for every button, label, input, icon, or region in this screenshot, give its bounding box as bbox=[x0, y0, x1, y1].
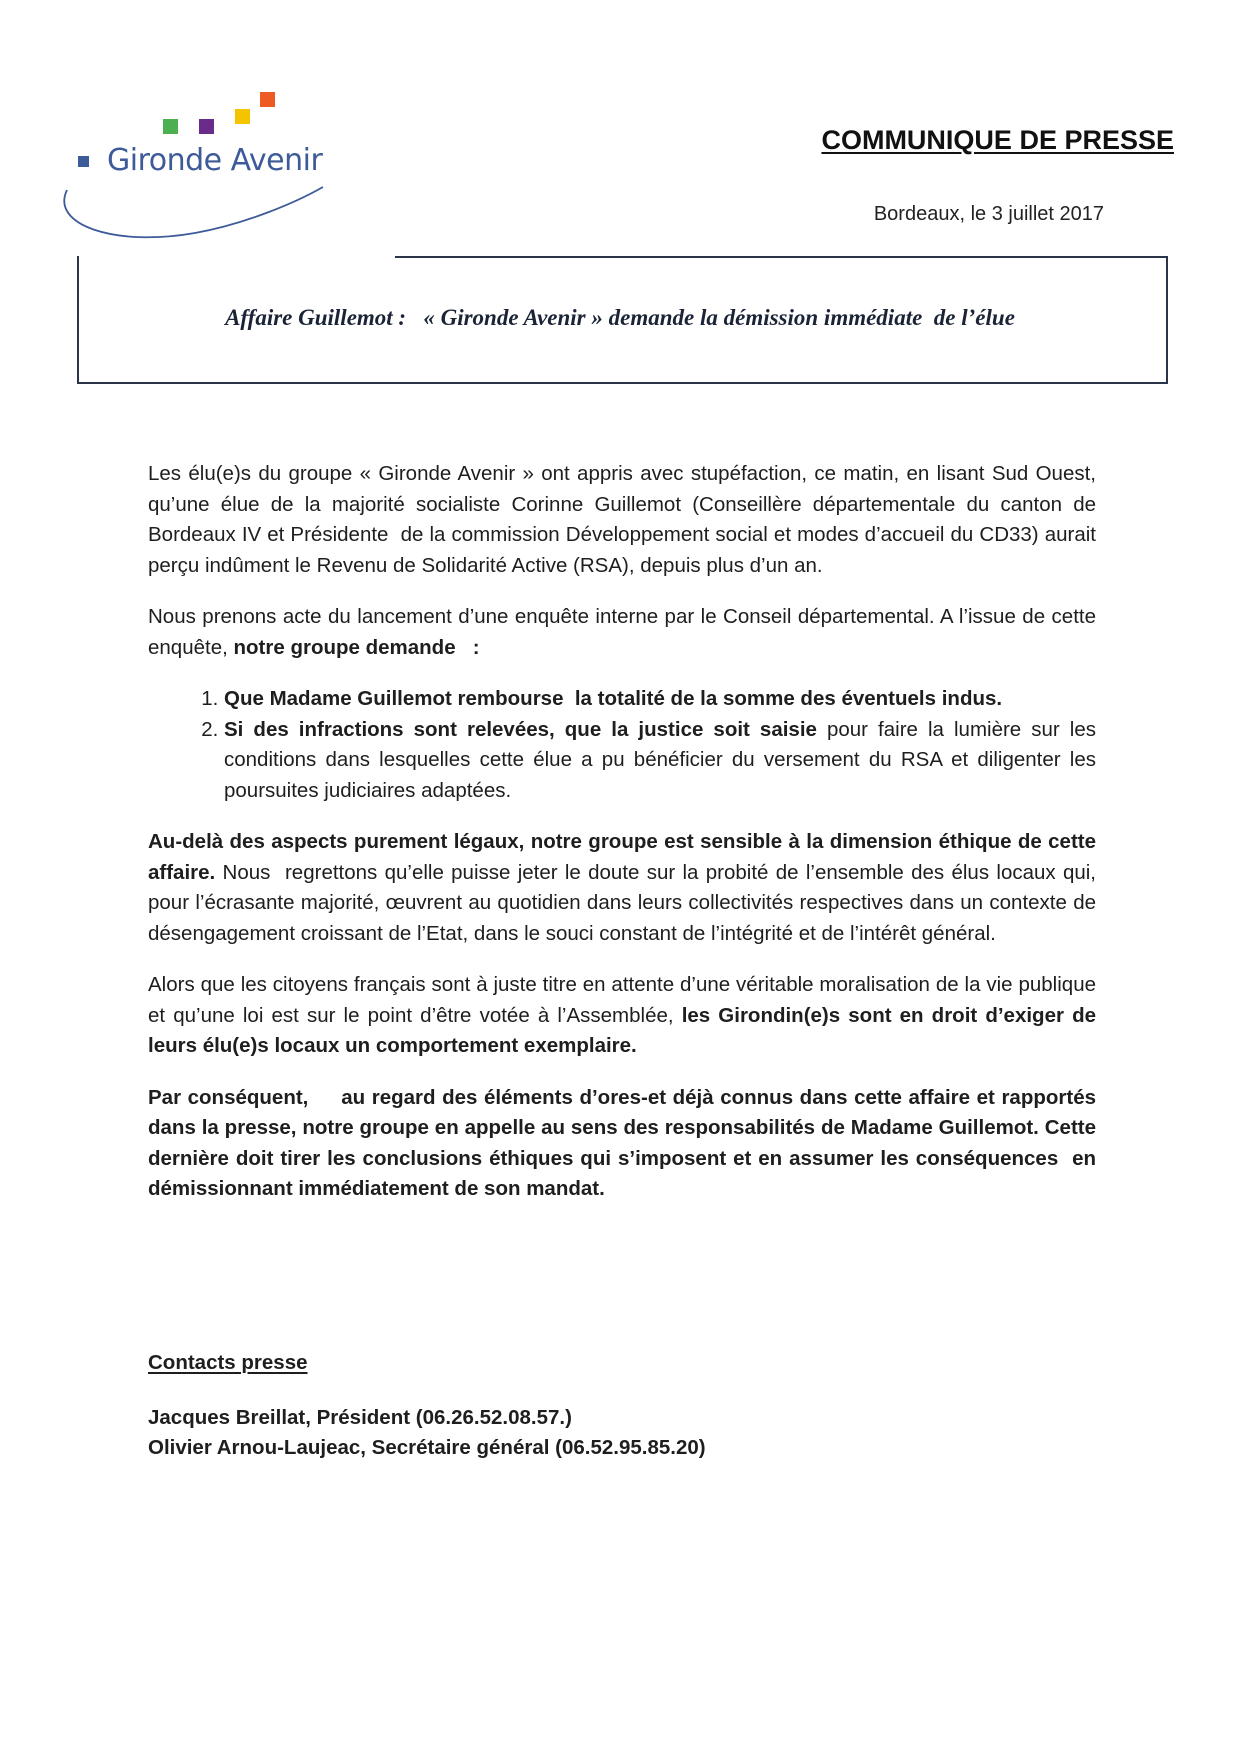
logo-square-orange bbox=[260, 92, 275, 107]
logo-square-blue bbox=[78, 156, 89, 167]
press-date: Bordeaux, le 3 juillet 2017 bbox=[873, 203, 1104, 225]
paragraph-ethique-text: Nous regrettons qu’elle puisse jeter le doute sur la probité de l’ensemble des élus locaux qui, pour l’écrasante majorité, œuvrent au quotidien dans leurs collectivités respectives dans un contexte de désengagement croissant de l’Etat, dans le souci constant de l’intégrité et de l’intérêt général. bbox=[148, 860, 1096, 945]
paragraph-conclusion: Par conséquent, au regard des éléments d’ores-et déjà connus dans cette affaire et rapportés dans la presse, notre groupe en appelle au sens des responsabilités de Madame Guillemot. Cette dernière doit tirer les conclusions éthiques qui s’imposent et en assumer les conséquences en démissionnant immédiatement de son mandat. bbox=[148, 1085, 1096, 1200]
demand-item-1-text: Que Madame Guillemot rembourse la totalité de la somme des éventuels indus. bbox=[224, 687, 1003, 710]
contacts-heading: Contacts presse bbox=[148, 1351, 308, 1374]
logo-text: Gironde Avenir bbox=[107, 143, 323, 178]
paragraph-ethique bbox=[148, 827, 1096, 949]
logo-swoosh bbox=[64, 187, 323, 237]
paragraph-intro: Les élu(e)s du groupe « Gironde Avenir » ont appris avec stupéfaction, ce matin, en lisant Sud Ouest, qu’une élue de la majorité socialiste Corinne Guillemot (Conseillère départementale du canton de Bordeaux IV et Présidente de la commission Développement social et modes d’accueil du CD33) aurait perçu indûment le Revenu de Solidarité Active (RSA), depuis plus d’un an. bbox=[148, 462, 1096, 577]
demand-item-2-text: pour faire la lumière sur les conditions dans lesquelles cette élue a pu bénéficier du versement du RSA et diligenter les poursuites judiciaires adaptées. bbox=[224, 717, 1096, 802]
demands-list bbox=[148, 684, 1096, 806]
logo-square-purple bbox=[199, 119, 214, 134]
press-contacts bbox=[148, 1348, 706, 1464]
communique-title: COMMUNIQUE DE PRESSE bbox=[821, 125, 1174, 155]
paragraph-moralisation-text: Alors que les citoyens français sont à juste titre en attente d’une véritable moralisation de la vie publique et qu’une loi est sur le point d’être votée à l’Assemblée, bbox=[148, 973, 1096, 1027]
press-release-body bbox=[148, 459, 1096, 1226]
gironde-avenir-logo bbox=[55, 85, 345, 255]
demand-item-1 bbox=[224, 684, 1096, 715]
paragraph-ethique-bold: Au-delà des aspects purement légaux, notre groupe est sensible à la dimension éthique de cette affaire. bbox=[148, 830, 1096, 884]
paragraph-moralisation bbox=[148, 970, 1096, 1062]
press-release-title: Affaire Guillemot : « Gironde Avenir » demande la démission immédiate de l’élue bbox=[225, 305, 1015, 330]
contact-line: Olivier Arnou-Laujeac, Secrétaire général (06.52.95.85.20) bbox=[148, 1436, 706, 1459]
demand-item-2-bold: Si des infractions sont relevées, que la justice soit saisie bbox=[224, 717, 817, 741]
logo-square-green bbox=[163, 119, 178, 134]
paragraph-enquete-text: Nous prenons acte du lancement d’une enquête interne par le Conseil départemental. A l’issue de cette enquête, bbox=[148, 605, 1096, 659]
paragraph-enquete-bold: notre groupe demande : bbox=[233, 635, 480, 659]
paragraph-moralisation-bold: les Girondin(e)s sont en droit d’exiger de leurs élu(e)s locaux un comportement exemplaire. bbox=[148, 1003, 1096, 1057]
paragraph-enquete bbox=[148, 602, 1096, 663]
demand-item-2 bbox=[224, 715, 1096, 807]
logo-square-yellow bbox=[235, 109, 250, 124]
contact-line: Jacques Breillat, Président (06.26.52.08.57.) bbox=[148, 1405, 572, 1429]
